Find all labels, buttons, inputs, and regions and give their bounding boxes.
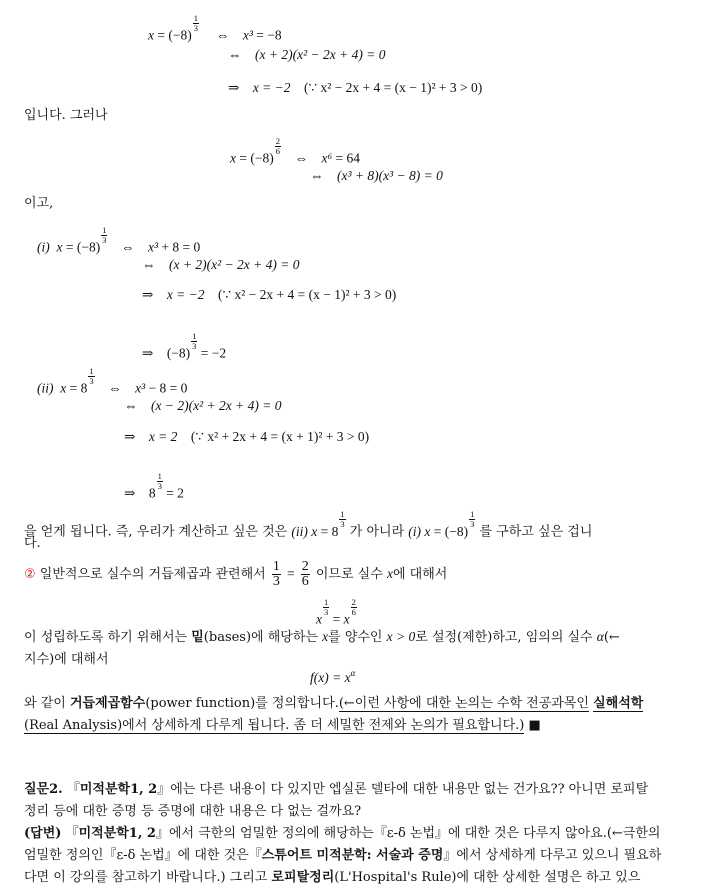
case-ii-label: (ii) bbox=[37, 380, 54, 396]
circled-number-2: ② bbox=[24, 567, 36, 582]
case-i-line-4: ⇒ (−8) $\frac{1}{3}$ = −2 bbox=[142, 331, 227, 361]
exp-2-6: $\frac{2}{6}$ bbox=[275, 136, 280, 156]
eq-line-5: ⇔ (x³ + 8)(x³ − 8) = 0 bbox=[310, 168, 443, 183]
frac-1-3: $\frac{1}{3}$ bbox=[272, 559, 280, 589]
case-i-line-2: ⇔ (x + 2)(x² − 2x + 4) = 0 bbox=[142, 257, 300, 272]
paragraph-general: ② 일반적으로 실수의 거듭제곱과 관련해서 $\frac{1}{3}$ = $\frac{2}{6}$ 이므로 실수 x에 대해서 bbox=[24, 559, 448, 589]
eq-line-1: x = (−8) $\frac{1}{3}$ ⇔ x³ = −8 bbox=[148, 13, 282, 43]
frac-2-6: $\frac{2}{6}$ bbox=[301, 559, 309, 589]
case-ii-line-4: ⇒ 8 $\frac{1}{3}$ = 2 bbox=[124, 471, 184, 501]
text-igo: 이고, bbox=[24, 196, 54, 211]
case-ii-line-1: (ii) x = 8 $\frac{1}{3}$ ⇔ x³ − 8 = 0 bbox=[37, 366, 188, 396]
answer-label: (답변) bbox=[24, 826, 62, 841]
paragraph-bases: 이 성립하도록 하기 위해서는 밑(bases)에 해당하는 x를 양수인 x > 0로 설정(제한)하고, 임의의 실수 α(← bbox=[24, 629, 620, 645]
answer-line-2: 엄밀한 정의인『ε-δ 논법』에 대한 것은『스튜어트 미적분학: 서술과 증명』에서 상세하게 다루고 있으니 필요하 bbox=[24, 848, 662, 863]
answer-line-1: (답변) 『미적분학1, 2』에서 극한의 엄밀한 정의에 해당하는『ε-δ 논법』에 대한 것은 다루지 않아요.(←극한의 bbox=[24, 826, 661, 841]
question-2-line-2: 정리 등에 대한 증명 등 증명에 대한 내용은 다 없는 걸까요? bbox=[24, 804, 362, 819]
question-2-line-1: 질문2. 『미적분학1, 2』에는 다른 내용이 다 있지만 엡실론 델타에 대한 내용만 없는 건가요?? 아니면 로피탈 bbox=[24, 782, 649, 797]
end-mark: ■ bbox=[528, 718, 541, 733]
paragraph-conclusion-end: 다. bbox=[24, 536, 41, 551]
paragraph-real-analysis: (Real Analysis)에서 상세하게 다루게 됩니다. 좀 더 세밀한 전제와 논의가 필요합니다.) ■ bbox=[24, 718, 541, 733]
case-i-label: (i) bbox=[37, 239, 50, 255]
case-ii-line-3: ⇒ x = 2 (∵ x² + 2x + 4 = (x + 1)² + 3 > 0) bbox=[124, 429, 370, 444]
paragraph-power-function: 와 같이 거듭제곱함수(power function)를 정의합니다.(←이런 사항에 대한 논의는 수학 전공과목인 실해석학 bbox=[24, 696, 644, 711]
case-i-line-1: (i) x = (−8) $\frac{1}{3}$ ⇔ x³ + 8 = 0 bbox=[37, 225, 201, 255]
reason-note: (∵ x² − 2x + 4 = (x − 1)² + 3 > 0) bbox=[304, 80, 483, 95]
eq-power-function: $f(x) = x^\alpha$ bbox=[310, 668, 356, 685]
case-i-line-3: ⇒ x = −2 (∵ x² − 2x + 4 = (x − 1)² + 3 > 0) bbox=[142, 287, 397, 302]
eq-x-powers: x $\frac{1}{3}$ = x $\frac{2}{6}$ bbox=[316, 597, 356, 627]
case-ii-line-2: ⇔ (x − 2)(x² + 2x + 4) = 0 bbox=[124, 398, 282, 413]
eq-line-3: ⇒ x = −2 (∵ x² − 2x + 4 = (x − 1)² + 3 > 0) bbox=[228, 80, 483, 95]
paragraph-exponent: 지수)에 대해서 bbox=[24, 652, 109, 667]
answer-line-3: 다면 이 강의를 참고하기 바랍니다.) 그리고 로피탈정리(L'Hospital's Rule)에 대한 상세한 설명은 하고 있으 bbox=[24, 870, 641, 885]
question-label: 질문2. bbox=[24, 782, 63, 797]
text-imnida: 입니다. 그러나 bbox=[24, 108, 108, 123]
eq-line-2: ⇔ (x + 2)(x² − 2x + 4) = 0 bbox=[228, 47, 386, 62]
eq-line-4: x = (−8) $\frac{2}{6}$ ⇔ x⁶ = 64 bbox=[230, 136, 361, 166]
factored-eq: (x + 2)(x² − 2x + 4) = 0 bbox=[255, 47, 386, 62]
exp-1-3: $\frac{1}{3}$ bbox=[193, 13, 198, 33]
paragraph-conclusion: 을 얻게 됩니다. 즉, 우리가 계산하고 싶은 것은 (ii) x = 8 $\frac{1}{3}$ 가 아니라 (i) x = (−8) $\frac{1}{3}$ 를 구하고 싶은 겁니 bbox=[24, 509, 593, 540]
